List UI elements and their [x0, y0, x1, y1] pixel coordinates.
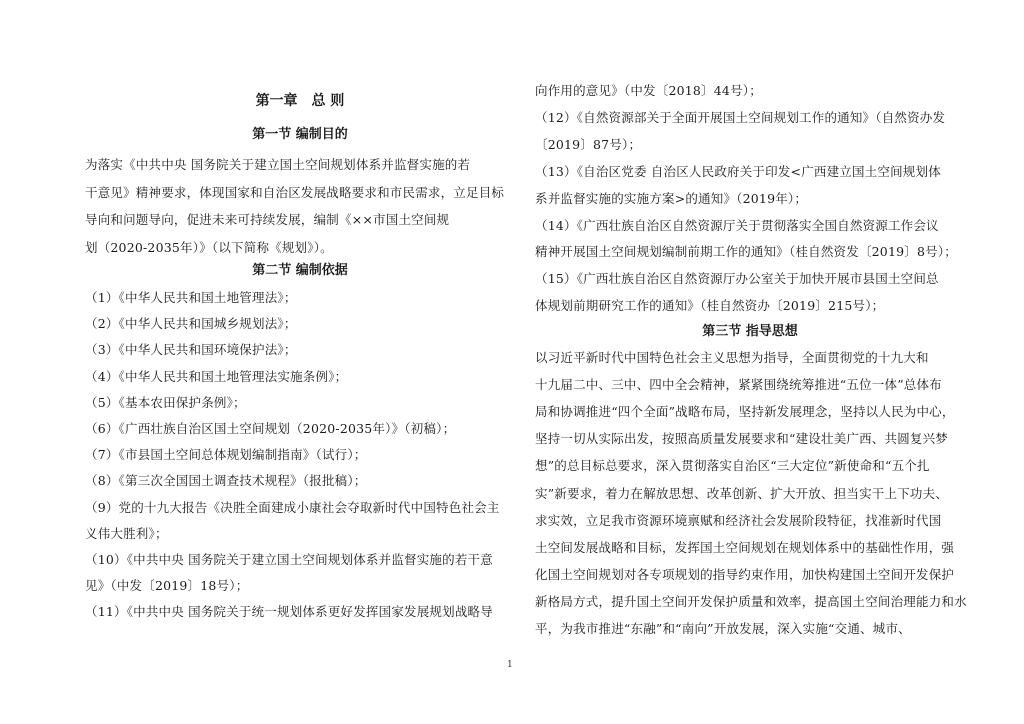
- text-line: （11）《中共中央 国务院关于统一规划体系更好发挥国家发展规划战略导: [85, 604, 493, 620]
- text-line: 划（2020-2035年）》（以下简称《规划》）。: [85, 239, 333, 255]
- text-line: 平，为我市推进“东融”和“南向”开放发展，深入实施“交通、城市、: [535, 621, 911, 636]
- text-line: （5）《基本农田保护条例》；: [85, 394, 246, 410]
- text-line: （4）《中华人民共和国土地管理法实施条例》；: [85, 368, 348, 384]
- text-line: 体规划前期研究工作的通知》（桂自然资办〔2019〕215号）；: [535, 298, 885, 314]
- text-line: 〔2019〕87号）；: [535, 136, 642, 152]
- text-line: 为落实《中共中央 国务院关于建立国土空间规划体系并监督实施的若: [85, 157, 471, 172]
- text-line: （2）《中华人民共和国城乡规划法》；: [85, 316, 297, 332]
- text-line: （12）《自然资源部关于全面开展国土空间规划工作的通知》（自然资办发: [535, 109, 946, 125]
- text-line: （8）《第三次全国国土调查技术规程》（报批稿）；: [85, 473, 367, 489]
- text-line: 系并监督实施的实施方案>的通知》（2019年）；: [535, 190, 808, 206]
- text-line: 化国土空间规划对各专项规划的指导约束作用，加快构建国土空间开发保护: [535, 566, 955, 582]
- text-line: 以习近平新时代中国特色社会主义思想为指导，全面贯彻党的十九大和: [535, 350, 929, 365]
- text-line: 实”新要求，着力在解放思想、改革创新、扩大开放、担当实干上下功夫、: [535, 485, 948, 501]
- text-line: （6）《广西壮族自治区国土空间规划（2020-2035年）》（初稿）；: [85, 421, 456, 436]
- text-line: 向作用的意见》（中发〔2018〕44号）；: [535, 83, 762, 98]
- text-line: 导向和问题导向，促进未来可持续发展，编制《××市国土空间规: [85, 212, 450, 227]
- text-line: （13）《自治区党委 自治区人民政府关于印发<广西建立国土空间规划体: [535, 163, 941, 179]
- text-line: （14）《广西壮族自治区自然资源厅关于贯彻落实全国自然资源工作会议: [535, 217, 939, 233]
- text-line: （9）党的十九大报告《决胜全面建成小康社会夺取新时代中国特色社会主: [85, 499, 500, 515]
- text-line: 想”的总目标总要求，深入贯彻落实自治区“三大定位”新使命和“五个扎: [535, 458, 930, 474]
- text-line: 十九届二中、三中、四中全会精神，紧紧围绕统筹推进“五位一体”总体布: [535, 377, 942, 393]
- section-title: 第三节 指导思想: [702, 324, 798, 339]
- text-line: 精神开展国土空间规划编制前期工作的通知》（桂自然资发〔2019〕8号）；: [535, 244, 957, 260]
- section-title: 第二节 编制依据: [252, 263, 348, 278]
- chapter-title: 第一章 总 则: [255, 93, 345, 109]
- text-line: （7）《市县国土空间总体规划编制指南》（试行）；: [85, 447, 367, 463]
- text-line: 义伟大胜利》；: [85, 525, 168, 541]
- section-title: 第一节 编制目的: [252, 127, 348, 142]
- text-line: （3）《中华人民共和国环境保护法》；: [85, 342, 297, 358]
- text-line: （1）《中华人民共和国土地管理法》；: [85, 290, 297, 305]
- text-line: 坚持一切从实际出发，按照高质量发展要求和“建设壮美广西、共圆复兴梦: [535, 431, 948, 447]
- text-line: 新格局方式，提升国土空间开发保护质量和效率，提高国土空间治理能力和水: [535, 593, 967, 609]
- text-line: 求实效，立足我市资源环境禀赋和经济社会发展阶段特征，找准新时代国: [535, 512, 942, 528]
- text-line: 土空间发展战略和目标，发挥国土空间规划在规划体系中的基础性作用，强: [535, 539, 955, 555]
- text-line: 局和协调推进“四个全面”战略布局，坚持新发展理念，坚持以人民为中心，: [535, 404, 955, 420]
- text-line: （15）《广西壮族自治区自然资源厅办公室关于加快开展市县国土空间总: [535, 271, 939, 287]
- text-line: 见》（中发〔2019〕18号）；: [85, 578, 249, 594]
- text-line: 干意见》精神要求，体现国家和自治区发展战略要求和市民需求，立足目标: [85, 184, 505, 200]
- text-line: （10）《中共中央 国务院关于建立国土空间规划体系并监督实施的若干意: [85, 552, 493, 567]
- page-number: 1: [507, 660, 513, 670]
